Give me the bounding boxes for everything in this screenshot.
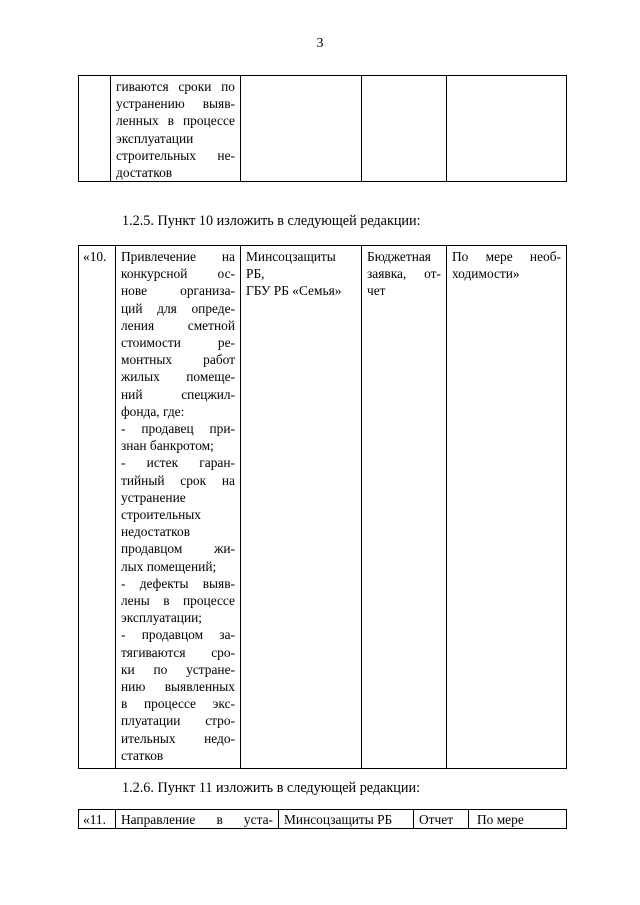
text-line: в процессе экс- (121, 696, 235, 712)
text-line: конкурсной ос- (121, 266, 235, 282)
item-11-table (78, 809, 567, 829)
text-line: ительных недо- (121, 730, 235, 746)
paragraph-1-2-6: 1.2.6. Пункт 11 изложить в следующей редакции: (122, 780, 421, 796)
item-10-table (78, 245, 567, 769)
text-line: фонда, где: (121, 403, 185, 419)
text-line: гиваются сроки по (116, 79, 235, 94)
item-number-text: «10. (83, 249, 107, 264)
number-cell (79, 76, 111, 182)
text-line: ки по устране- (121, 661, 235, 677)
text-line: - продавец при- (121, 421, 235, 437)
text-line: монтных работ (121, 352, 235, 368)
text-line: ления сметной (121, 317, 235, 333)
text-line: плуатации стро- (121, 713, 235, 729)
text-line: чет (367, 283, 386, 299)
text-line: ходимости» (452, 266, 520, 282)
deadline-cell (447, 76, 567, 182)
text-line: строительных (121, 507, 201, 523)
responsible-text: Минсоцзащиты РБ (284, 812, 393, 827)
text-line: статков (121, 747, 164, 763)
description-cell (116, 246, 241, 769)
text-line: устранение (121, 489, 186, 505)
text-line: нове организа- (121, 283, 235, 299)
text-line: нию выявленных (121, 679, 235, 695)
text-line: заявка, от- (367, 266, 441, 282)
text-line: тийный срок на (121, 472, 235, 488)
description-text: Направление в уста- (121, 812, 273, 827)
responsible-cell (241, 76, 362, 182)
text-line: лены в процессе (121, 593, 235, 609)
deadline-cell (469, 810, 567, 829)
text-line: - продавцом за- (121, 627, 235, 643)
text-line: эксплуатации (116, 130, 194, 146)
item-number (79, 810, 116, 829)
funding-cell (362, 246, 447, 769)
text-line: строительных не- (116, 147, 235, 163)
text-line: достатков (116, 165, 173, 181)
text-line: ленных в процессе (116, 113, 235, 129)
text-line: стоимости ре- (121, 335, 235, 351)
text-line: жилых помеще- (121, 369, 235, 385)
deadline-cell (447, 246, 567, 769)
description-cell (116, 810, 279, 829)
text-line: ний спецжил- (121, 386, 235, 402)
text-line: Минсоцзащиты (246, 249, 336, 264)
report-cell (414, 810, 469, 829)
text-line: лых помещений; (121, 558, 217, 574)
text-line: Бюджетная (367, 249, 431, 264)
responsible-cell (279, 810, 414, 829)
responsible-cell (241, 246, 362, 769)
item-number-text: «11. (83, 812, 106, 827)
report-text: Отчет (419, 812, 454, 827)
description-cell (111, 76, 241, 182)
text-line: знан банкротом; (121, 438, 214, 454)
continuation-table (78, 75, 567, 182)
text-line: РБ, (246, 266, 265, 282)
text-line: - истек гаран- (121, 455, 235, 471)
text-line: тягиваются сро- (121, 644, 235, 660)
deadline-text: По мере (477, 812, 524, 827)
text-line: По мере необ- (452, 249, 561, 264)
paragraph-1-2-5: 1.2.5. Пункт 10 изложить в следующей редакции: (122, 213, 421, 229)
text-line: недостатков (121, 524, 191, 540)
text-line: - дефекты выяв- (121, 575, 235, 591)
text-line: ций для опреде- (121, 300, 235, 316)
item-number (79, 246, 116, 769)
funding-cell (362, 76, 447, 182)
text-line: эксплуатации; (121, 610, 203, 626)
page-number: 3 (316, 36, 324, 51)
text-line: устранению выяв- (116, 96, 235, 112)
text-line: Привлечение на (121, 249, 235, 264)
text-line: продавцом жи- (121, 541, 235, 557)
text-line: ГБУ РБ «Семья» (246, 283, 342, 299)
